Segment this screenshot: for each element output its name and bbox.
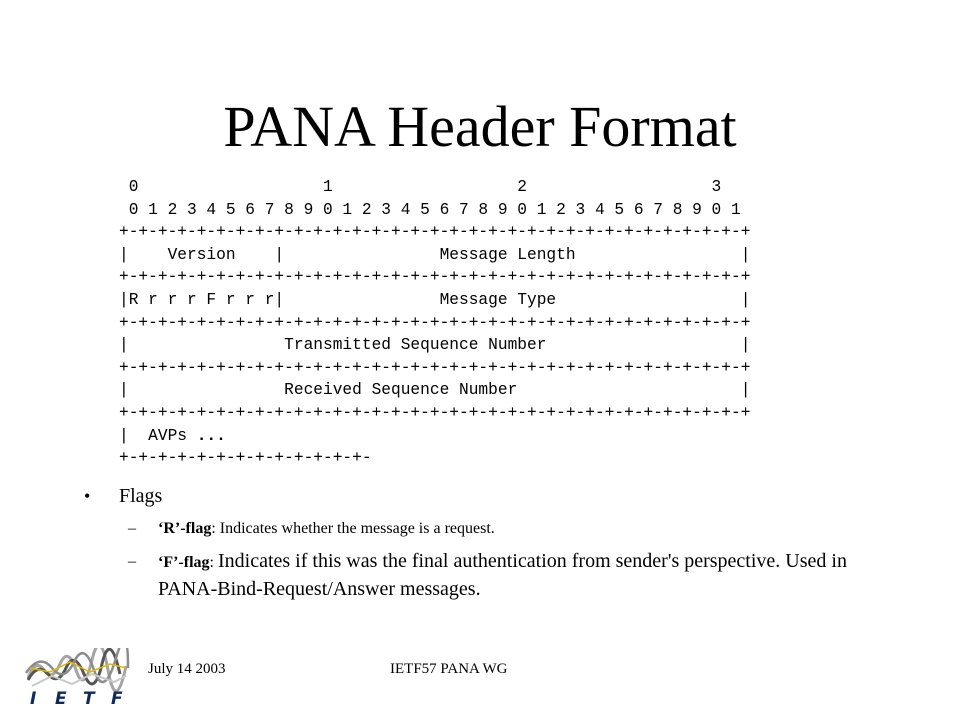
diagram-row-flags: |R r r r F r r r| Message Type | bbox=[119, 290, 751, 309]
diagram-separator: +-+-+-+-+-+-+-+-+-+-+-+-+-+-+-+-+-+-+-+-+-+-+-+-+-+-+-+-+-+-+-+-+ bbox=[119, 358, 751, 377]
diagram-separator: +-+-+-+-+-+-+-+-+-+-+-+-+-+-+-+-+-+-+-+-+-+-+-+-+-+-+-+-+-+-+-+-+ bbox=[119, 313, 751, 332]
logo-letter-i: I bbox=[30, 689, 37, 708]
ietf-logo bbox=[22, 648, 132, 708]
f-flag-name: ‘F’-flag bbox=[158, 554, 210, 571]
bullet-flags bbox=[84, 480, 884, 512]
bit-ruler-tens: 0 1 2 3 bbox=[119, 178, 722, 196]
logo-letter-t: T bbox=[83, 689, 95, 708]
diagram-separator: +-+-+-+-+-+-+-+-+-+-+-+-+-+-+-+-+-+-+-+-+-+-+-+-+-+-+-+-+-+-+-+-+ bbox=[119, 403, 751, 422]
dash-mark: – bbox=[128, 520, 136, 537]
slide-title: PANA Header Format bbox=[223, 94, 737, 159]
bullet-mark: • bbox=[84, 486, 91, 506]
r-flag-description: : Indicates whether the message is a request. bbox=[211, 520, 495, 537]
sub-bullet-r-flag bbox=[84, 514, 884, 544]
dash-mark: – bbox=[128, 553, 136, 570]
bullet-flags-text: Flags bbox=[119, 485, 163, 507]
logo-wave-icon bbox=[26, 648, 128, 691]
footer-date: July 14 2003 bbox=[148, 661, 226, 677]
bullet-list bbox=[84, 480, 884, 604]
f-flag-description: Indicates if this was the final authentication from sender's perspective. Used in PANA-Bind-Request/Answer messages. bbox=[158, 550, 847, 600]
sub-bullet-f-flag bbox=[84, 548, 884, 604]
diagram-separator: +-+-+-+-+-+-+-+-+-+-+-+-+-+-+-+-+-+-+-+-+-+-+-+-+-+-+-+-+-+-+-+-+ bbox=[119, 223, 751, 242]
diagram-avps-ellipsis: ... bbox=[196, 426, 226, 445]
logo-letter-f: F bbox=[111, 689, 123, 708]
diagram-row-transmitted-seq: | Transmitted Sequence Number | bbox=[119, 336, 751, 355]
diagram-short-separator: +-+-+-+-+-+-+-+-+-+-+-+-+- bbox=[119, 449, 372, 468]
f-flag-colon: : bbox=[209, 554, 218, 571]
packet-diagram bbox=[119, 176, 750, 470]
diagram-row-received-seq: | Received Sequence Number | bbox=[119, 381, 751, 400]
footer-working-group: IETF57 PANA WG bbox=[390, 661, 508, 677]
r-flag-name: ‘R’-flag bbox=[158, 520, 212, 537]
diagram-separator: +-+-+-+-+-+-+-+-+-+-+-+-+-+-+-+-+-+-+-+-+-+-+-+-+-+-+-+-+-+-+-+-+ bbox=[119, 268, 751, 287]
logo-letter-e: E bbox=[55, 689, 67, 708]
bit-ruler-units: 0 1 2 3 4 5 6 7 8 9 0 1 2 3 4 5 6 7 8 9 0 1 2 3 4 5 6 7 8 9 0 1 bbox=[119, 200, 741, 219]
diagram-row-avps: | AVPs bbox=[119, 426, 197, 445]
diagram-row-version: | Version | Message Length | bbox=[119, 245, 751, 264]
